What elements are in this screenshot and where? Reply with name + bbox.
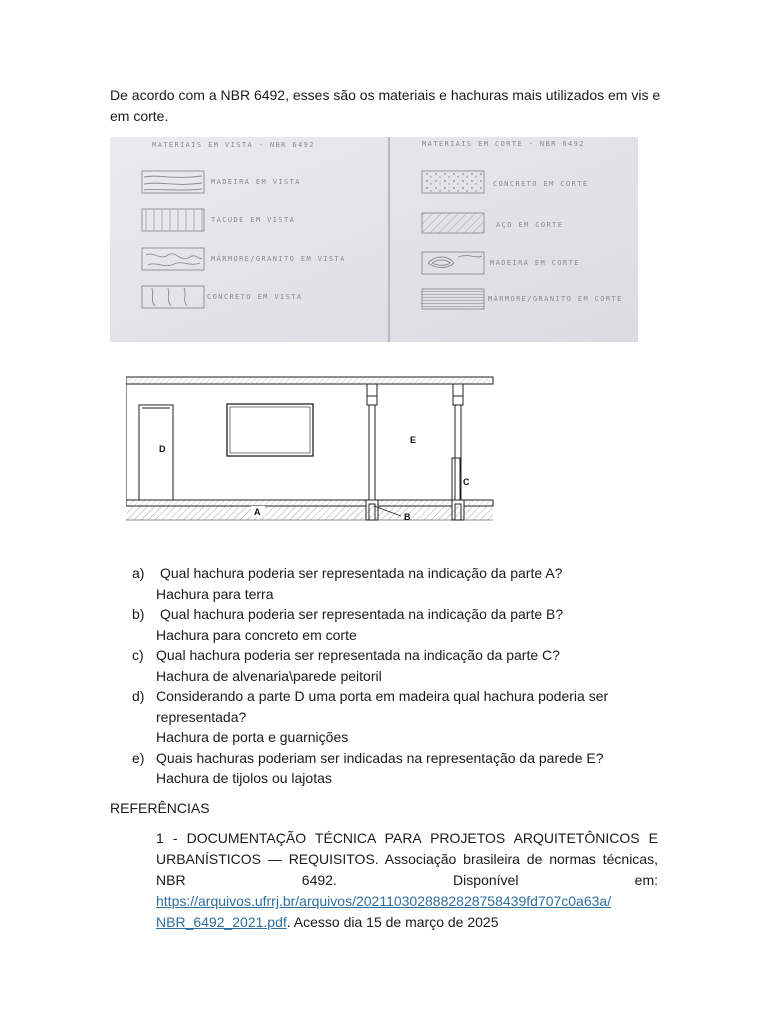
top-slab [126,377,493,384]
label-c: C [463,477,470,487]
intro-paragraph: De acordo com a NBR 6492, esses são os materiais e hachuras mais utilizados em vis e em corte. [110,87,661,124]
legend-left-item-4: CONCRETO EM VISTA [207,293,303,301]
legend-left-item-3: MÁRMORE/GRANITO EM VISTA [211,255,346,263]
question-d-letter: d) [132,688,145,704]
question-c-answer: Hachura de alvenaria\parede peitoril [156,667,382,684]
question-b-letter: b) [132,606,145,622]
question-b-answer: Hachura para concreto em corte [156,626,357,643]
floor-slab [126,500,493,506]
legend-right-item-2: AÇO EM CORTE [496,221,564,229]
legend-left-item-1: MADEIRA EM VISTA [211,178,301,186]
legend-right-title: MATERIAIS EM CORTE - NBR 6492 [422,140,585,148]
question-a-text: Qual hachura poderia ser representada na indicação da parte A? [160,565,563,581]
label-a: A [254,507,261,517]
beam-right-block [453,396,463,405]
question-d [110,686,670,748]
label-d: D [159,444,166,454]
question-c-text: Qual hachura poderia ser representada na indicação da parte C? [156,647,560,663]
question-e-text: Quais hachuras poderiam ser indicadas na representação da parede E? [156,749,604,766]
question-a [110,563,670,604]
question-b-text: Qual hachura poderia ser representada na indicação da parte B? [160,606,564,622]
swatch-concreto-corte [422,171,484,193]
label-b: B [404,512,411,522]
question-list [110,563,670,789]
reference-access: . Acesso dia 15 de março de 2025 [286,914,499,930]
parapet-c [452,458,460,500]
legend-right-item-1: CONCRETO EM CORTE [493,180,589,188]
paper-background [110,137,638,342]
hatching-legend-photo [110,137,638,342]
label-e: E [410,435,417,445]
door-d [139,405,173,500]
question-b [110,604,670,645]
question-d-answer: Hachura de porta e guarnições [156,729,349,745]
beam-left-block [367,396,377,405]
beam-left [367,384,377,396]
question-d-text: Considerando a parte D uma porta em madeira qual hachura poderia ser representada? [156,688,609,725]
legend-right-item-4: MÁRMORE/GRANITO EM CORTE [488,295,623,303]
legend-left-title: MATERIAIS EM VISTA - NBR 6492 [152,141,315,149]
question-c [110,645,670,686]
elevation-drawing [126,372,496,524]
swatch-aco-corte [422,213,484,233]
question-c-letter: c) [132,647,144,663]
beam-right [453,384,463,396]
legend-right-item-3: MADEIRA EM CORTE [490,259,580,267]
swatch-marmore-corte [422,289,484,309]
question-a-letter: a) [132,565,145,581]
question-e-letter: e) [132,749,145,766]
reference-link[interactable]: https://arquivos.ufrrj.br/arquivos/2021103028882828758439fd707c0a63a/ NBR_6492_2021.pdf [156,893,612,930]
references-title: REFERÊNCIAS [110,800,210,816]
window-inner [230,407,310,453]
swatch-tacude-vista [142,209,204,231]
question-a-answer: Hachura para terra [156,585,274,602]
question-e-answer: Hachura de tijolos ou lajotas [156,770,332,786]
question-e [110,748,670,789]
reference-item [156,828,658,933]
legend-left-item-2: TACUDE EM VISTA [211,216,296,224]
window [227,404,313,456]
ground-a [126,506,493,520]
reference-text: 1 - DOCUMENTAÇÃO TÉCNICA PARA PROJETOS ARQUITETÔNICOS E URBANÍSTICOS — REQUISITOS. Associação brasileira de normas técnicas, NBR 6492. Disponível em: [156,830,658,888]
